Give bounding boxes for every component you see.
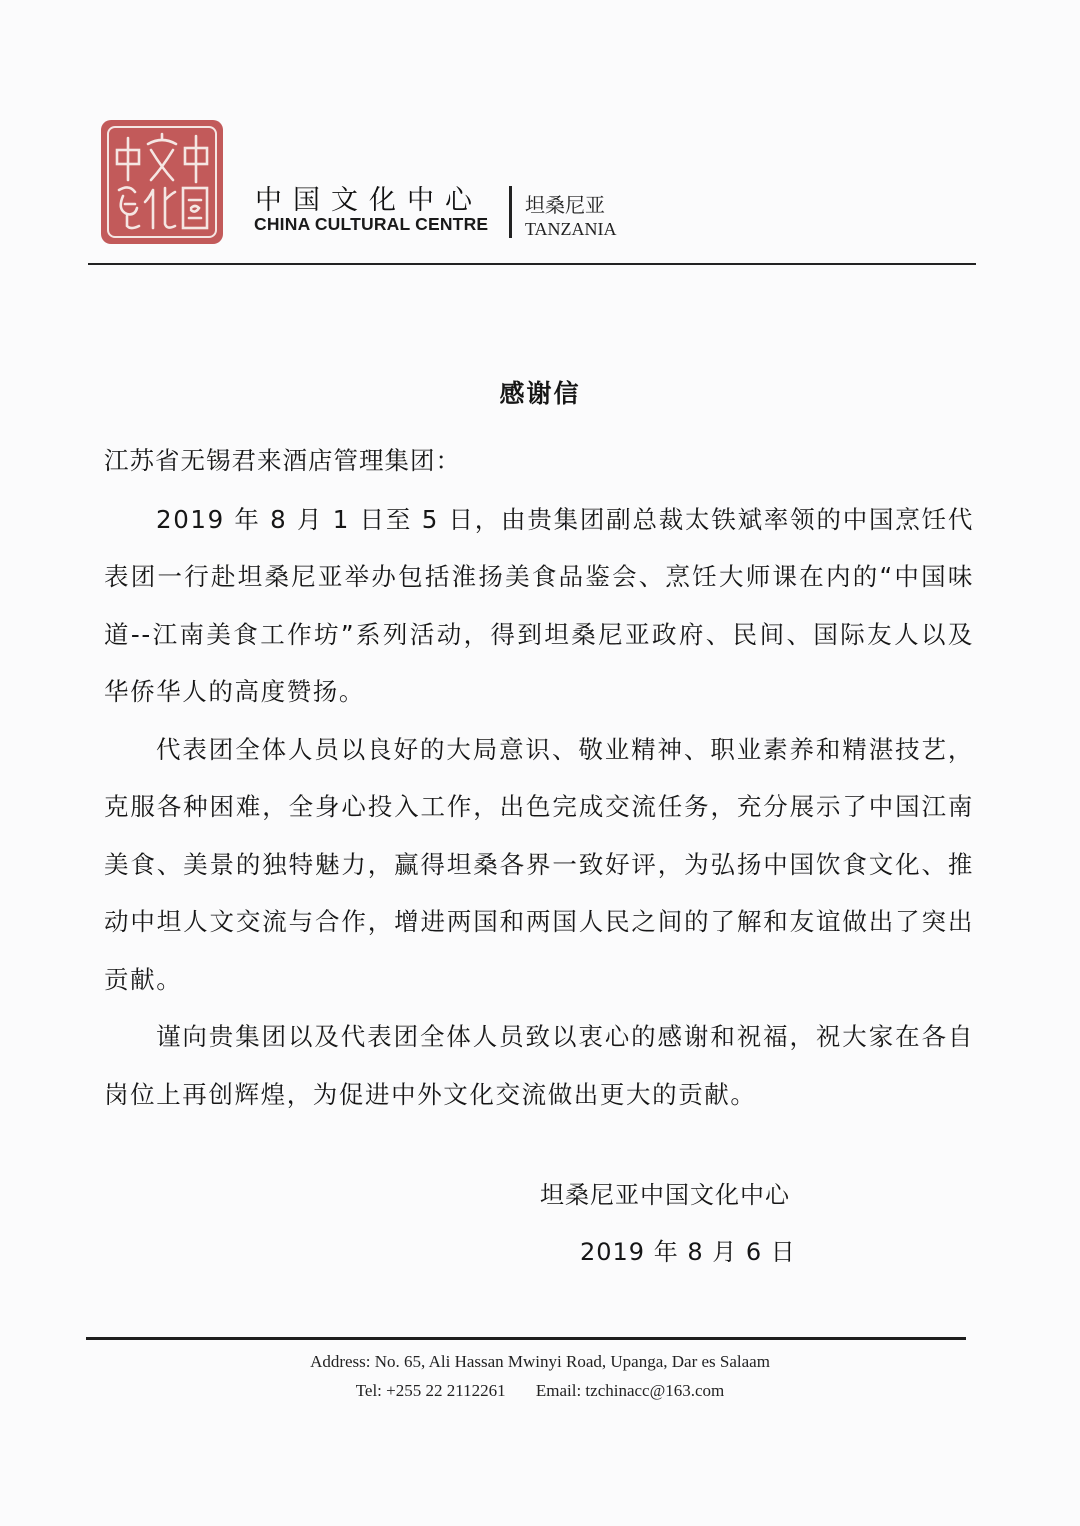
footer-contact	[0, 1381, 1080, 1401]
seal-logo-icon	[101, 120, 223, 244]
paragraph-3: 谨向贵集团以及代表团全体人员致以衷心的感谢和祝福，祝大家在各自岗位上再创辉煌，为促进中外文化交流做出更大的贡献。	[104, 1022, 974, 1109]
paragraph-1: 2019 年 8 月 1 日至 5 日，由贵集团副总裁太铁斌率领的中国烹饪代表团一行赴坦桑尼亚举办包括淮扬美食品鉴会、烹饪大师课在内的“中国味道--江南美食工作坊”系列活动，得到坦桑尼亚政府、民间、国际友人以及华侨华人的高度赞扬。	[104, 504, 974, 706]
header-divider	[88, 263, 976, 265]
letter-body	[104, 432, 974, 1123]
footer-email: Email: tzchinacc@163.com	[535, 1381, 725, 1400]
org-name-en: CHINA CULTURAL CENTRE	[254, 214, 489, 234]
org-name-cn: 中国文化中心	[255, 185, 483, 216]
paragraph-2: 代表团全体人员以良好的大局意识、敬业精神、职业素养和精湛技艺，克服各种困难，全身心投入工作，出色完成交流任务，充分展示了中国江南美食、美景的独特魅力，赢得坦桑各界一致好评，为弘扬中国饮食文化、推动中坦人文交流与合作，增进两国和两国人民之间的了解和友谊做出了突出贡献。	[104, 734, 974, 994]
salutation: 江苏省无锡君来酒店管理集团：	[104, 446, 461, 475]
country-name-cn: 坦桑尼亚	[525, 193, 605, 217]
signature-date: 2019 年 8 月 6 日	[580, 1238, 796, 1266]
footer-tel: Tel: +255 22 2112261	[355, 1381, 506, 1400]
footer-address: Address: No. 65, Ali Hassan Mwinyi Road, Upanga, Dar es Salaam	[310, 1352, 770, 1371]
signature-organization: 坦桑尼亚中国文化中心	[540, 1181, 790, 1209]
letter-title: 感谢信	[499, 379, 581, 408]
country-name-en: TANZANIA	[525, 219, 617, 239]
brand-divider	[509, 186, 512, 238]
footer-divider	[86, 1337, 966, 1340]
